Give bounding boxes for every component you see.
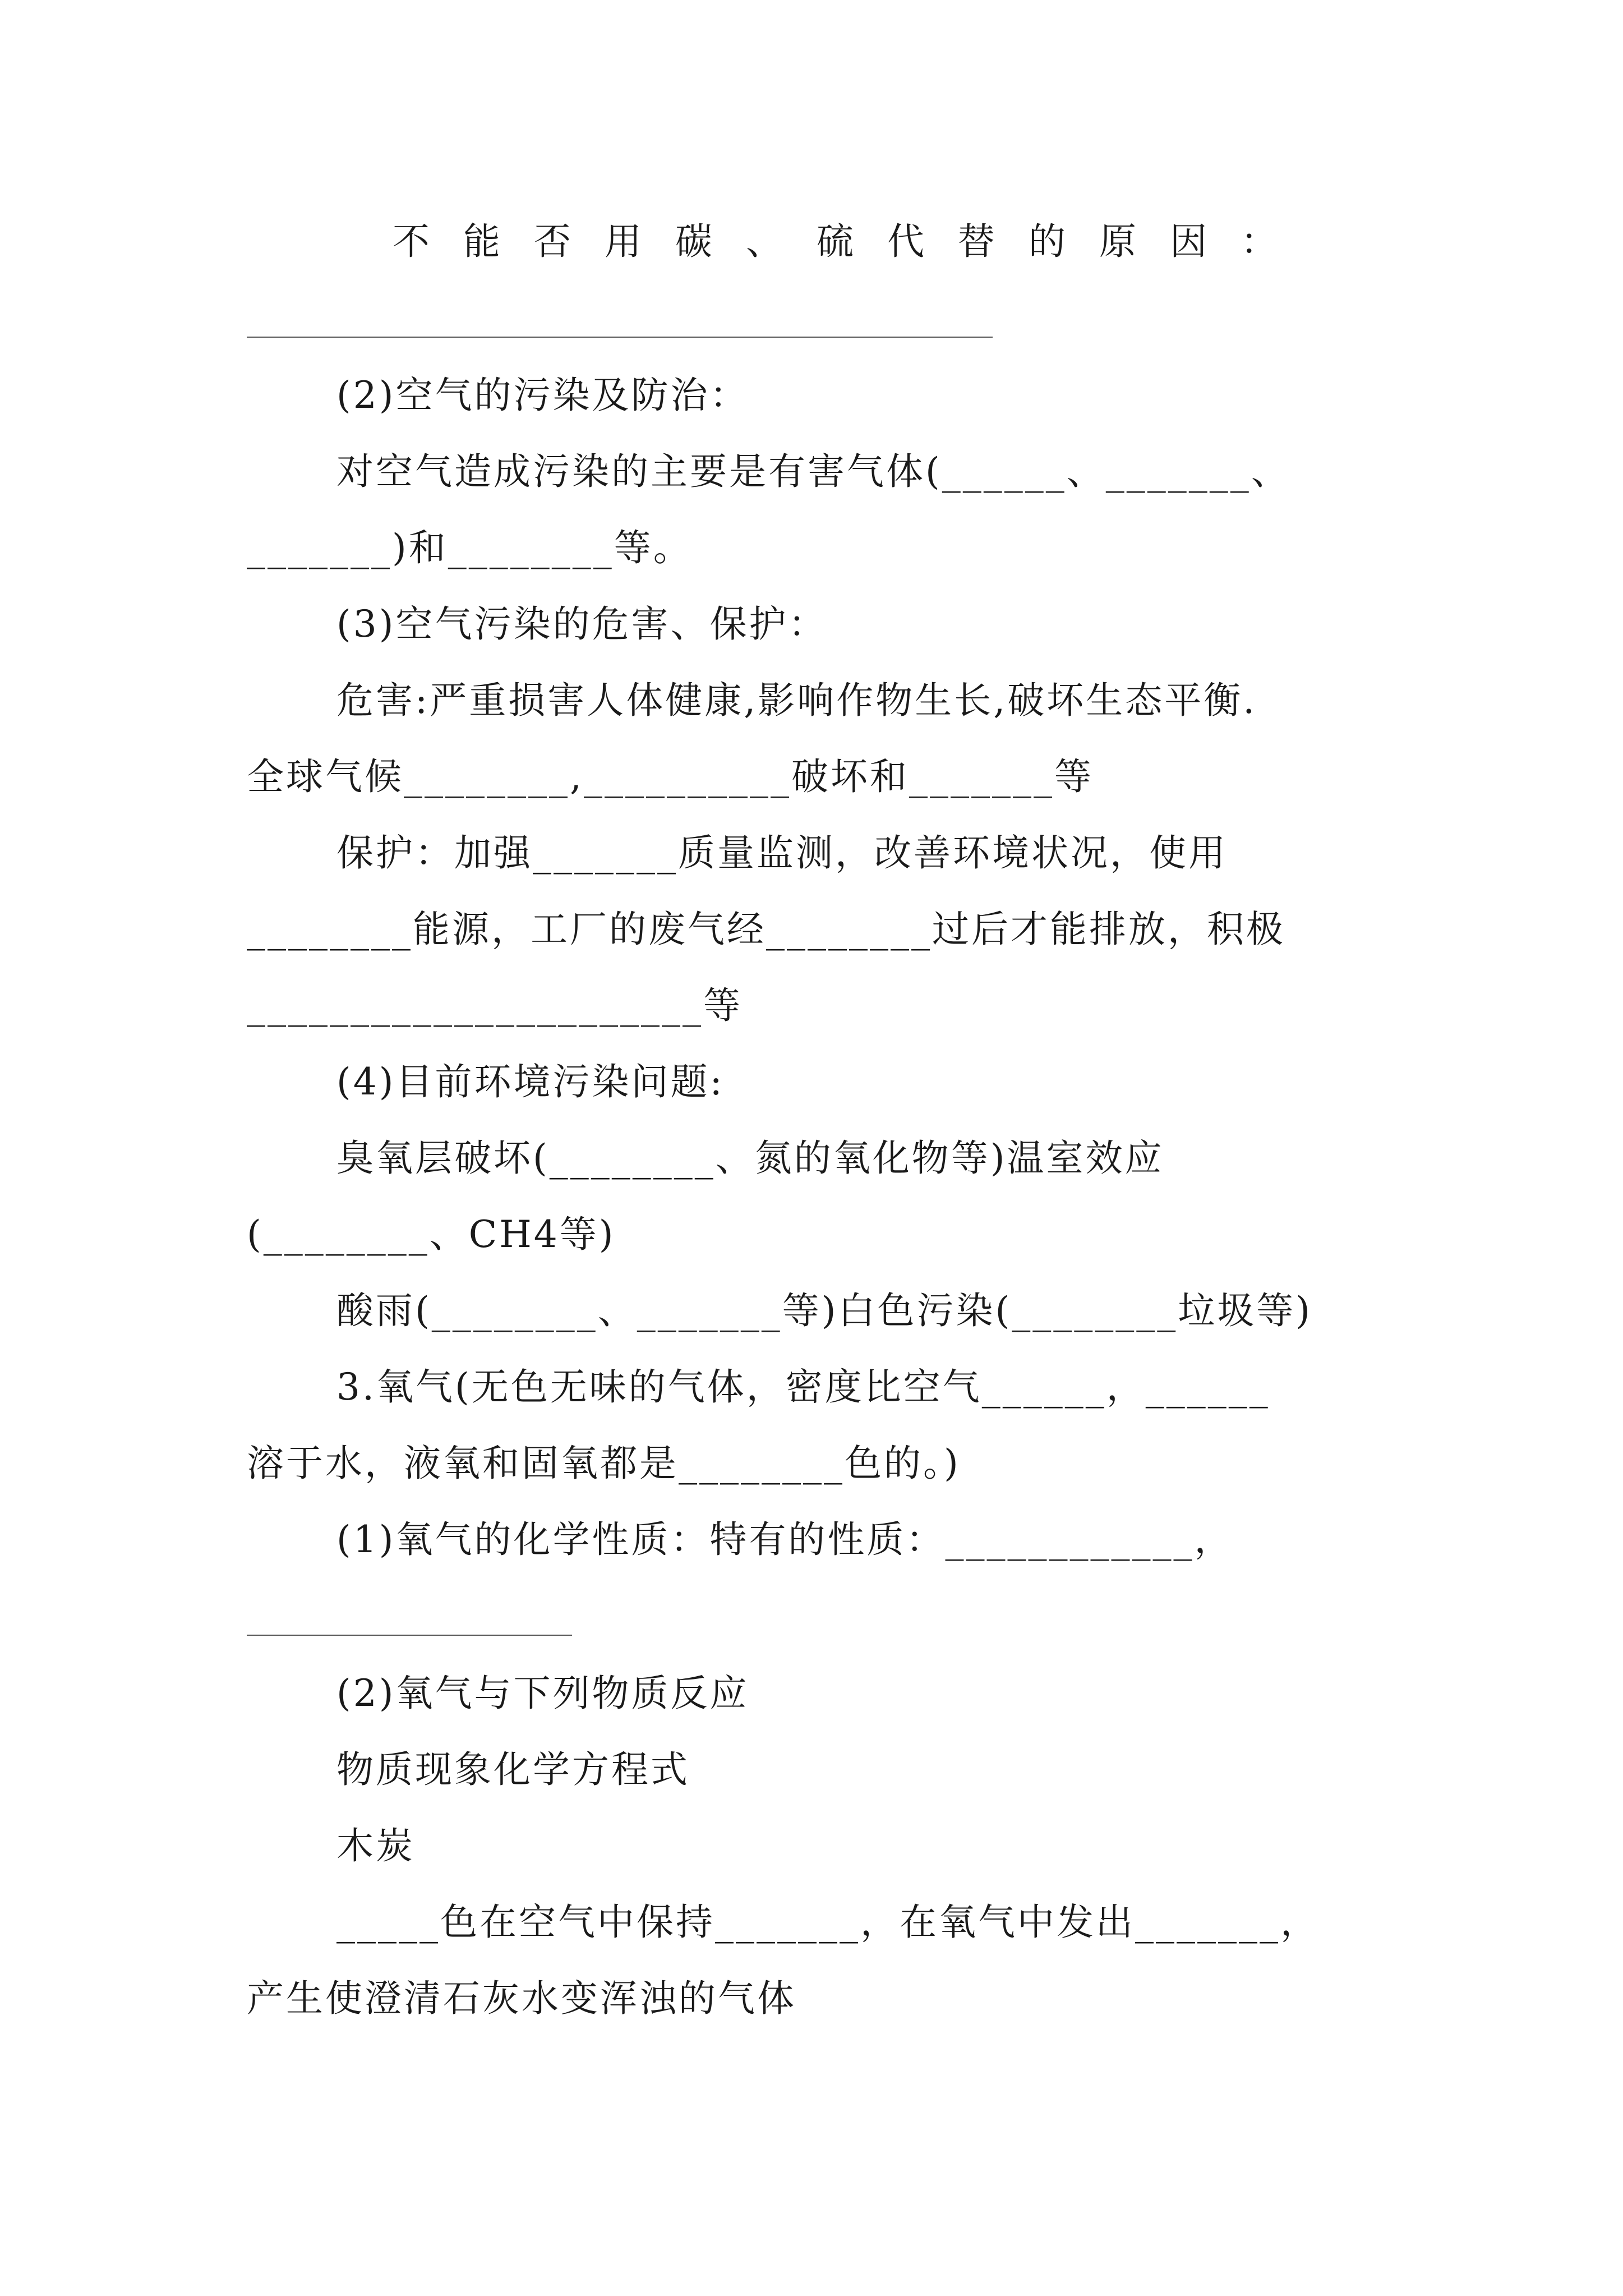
heading-pollution-harm-protection: (3)空气污染的危害、保护： [336,602,828,646]
answer-rule [247,1635,572,1636]
text-line-harmful-gases: 对空气造成污染的主要是有害气体(______、_______、 [336,450,1290,493]
text-line-acid-rain: 酸雨(________、_______等)白色污染(________垃圾等) [336,1289,1312,1332]
heading-oxygen: 3.氧气(无色无味的气体，密度比空气______，______ [336,1365,1270,1409]
heading-current-pollution-issues: (4)目前环境污染问题: [336,1060,725,1103]
text-line-harmful-gases-cont: _______)和________等。 [247,526,693,569]
text-line-oxygen-chemical-properties: (1)氧气的化学性质：特有的性质：____________， [336,1518,1234,1561]
table-header-line: 物质现象化学方程式 [336,1748,690,1791]
text-line-protection: 保护：加强_______质量监测，改善环境状况，使用 [336,831,1228,875]
text-line-protection-end: ______________________等 [247,984,743,1027]
text-line-reason: 不能否用碳、硫代替的原因： [393,220,1311,263]
heading-oxygen-reactions: (2)氧气与下列物质反应 [336,1672,749,1715]
heading-air-pollution-prevention: (2)空气的污染及防治： [336,374,749,417]
text-line-greenhouse-gases: (________、CH4等) [247,1213,616,1256]
text-line-charcoal: 木炭 [336,1824,415,1867]
text-line-global-climate: 全球气候________,__________破坏和_______等 [247,755,1094,798]
answer-rule [247,337,993,338]
text-line-ozone-greenhouse: 臭氧层破坏(________、氮的氧化物等)温室效应 [336,1137,1164,1180]
text-line-charcoal-gas: 产生使澄清石灰水变浑浊的气体 [247,1977,796,2020]
text-line-protection-cont: ________能源，工厂的废气经________过后才能排放，积极 [247,908,1285,951]
text-line-oxygen-cont: 溶于水，液氧和固氧都是________色的。) [247,1442,961,1485]
text-line-charcoal-phenomenon: _____色在空气中保持_______，在氧气中发出_______， [336,1901,1320,1944]
text-line-harm: 危害:严重损害人体健康,影响作物生长,破坏生态平衡. [336,679,1257,722]
